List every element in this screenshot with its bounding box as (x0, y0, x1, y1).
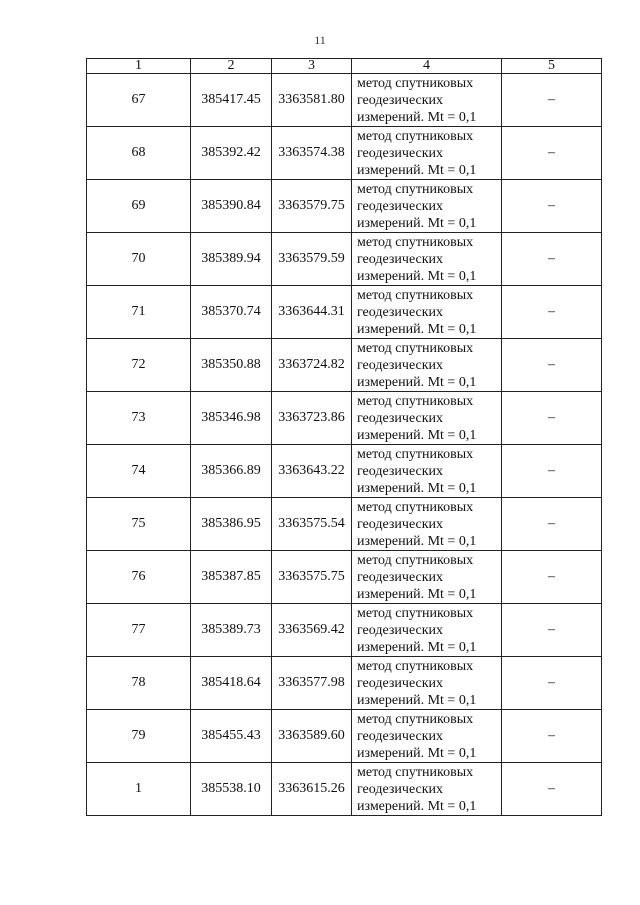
method-cell (352, 339, 502, 392)
method-line: геодезических (357, 92, 444, 108)
method-line: измерений. Mt = 0,1 (357, 321, 477, 337)
x-coordinate-cell: 385366.89 (191, 445, 272, 498)
point-number-cell: 1 (87, 763, 191, 816)
column-header-3: 3 (272, 59, 352, 74)
table-row (87, 498, 602, 551)
method-cell (352, 392, 502, 445)
method-line: метод спутниковых (357, 764, 474, 780)
method-line: измерений. Mt = 0,1 (357, 109, 477, 125)
note-cell: – (502, 604, 602, 657)
table-row (87, 604, 602, 657)
method-line: геодезических (357, 251, 444, 267)
point-number-cell: 75 (87, 498, 191, 551)
method-cell (352, 657, 502, 710)
method-cell (352, 763, 502, 816)
x-coordinate-cell: 385390.84 (191, 180, 272, 233)
x-coordinate-cell: 385538.10 (191, 763, 272, 816)
method-line: измерений. Mt = 0,1 (357, 745, 477, 761)
point-number-cell: 72 (87, 339, 191, 392)
table-row (87, 763, 602, 816)
note-cell: – (502, 551, 602, 604)
x-coordinate-cell: 385387.85 (191, 551, 272, 604)
method-cell (352, 74, 502, 127)
method-line: геодезических (357, 410, 444, 426)
method-line: геодезических (357, 728, 444, 744)
table-row (87, 657, 602, 710)
point-number-cell: 73 (87, 392, 191, 445)
table-row (87, 445, 602, 498)
note-cell: – (502, 233, 602, 286)
y-coordinate-cell: 3363643.22 (272, 445, 352, 498)
method-line: измерений. Mt = 0,1 (357, 427, 477, 443)
y-coordinate-cell: 3363575.54 (272, 498, 352, 551)
method-line: метод спутниковых (357, 128, 474, 144)
y-coordinate-cell: 3363724.82 (272, 339, 352, 392)
point-number-cell: 77 (87, 604, 191, 657)
y-coordinate-cell: 3363579.75 (272, 180, 352, 233)
method-line: измерений. Mt = 0,1 (357, 374, 477, 390)
table-row (87, 551, 602, 604)
y-coordinate-cell: 3363644.31 (272, 286, 352, 339)
note-cell: – (502, 763, 602, 816)
method-line: измерений. Mt = 0,1 (357, 480, 477, 496)
method-line: геодезических (357, 516, 444, 532)
x-coordinate-cell: 385350.88 (191, 339, 272, 392)
method-line: метод спутниковых (357, 340, 474, 356)
method-line: геодезических (357, 145, 444, 161)
method-cell (352, 233, 502, 286)
point-number-cell: 76 (87, 551, 191, 604)
method-line: измерений. Mt = 0,1 (357, 162, 477, 178)
method-line: геодезических (357, 781, 444, 797)
column-header-4: 4 (352, 59, 502, 74)
x-coordinate-cell: 385389.94 (191, 233, 272, 286)
method-cell (352, 710, 502, 763)
note-cell: – (502, 127, 602, 180)
note-cell: – (502, 339, 602, 392)
note-cell: – (502, 657, 602, 710)
method-cell (352, 286, 502, 339)
method-line: геодезических (357, 463, 444, 479)
table-row (87, 233, 602, 286)
page-number: 11 (314, 33, 326, 47)
table-row (87, 339, 602, 392)
method-line: метод спутниковых (357, 287, 474, 303)
y-coordinate-cell: 3363574.38 (272, 127, 352, 180)
x-coordinate-cell: 385455.43 (191, 710, 272, 763)
point-number-cell: 69 (87, 180, 191, 233)
table-row (87, 127, 602, 180)
y-coordinate-cell: 3363575.75 (272, 551, 352, 604)
method-line: метод спутниковых (357, 658, 474, 674)
x-coordinate-cell: 385386.95 (191, 498, 272, 551)
method-line: измерений. Mt = 0,1 (357, 268, 477, 284)
method-cell (352, 498, 502, 551)
table-row (87, 392, 602, 445)
point-number-cell: 74 (87, 445, 191, 498)
note-cell: – (502, 286, 602, 339)
note-cell: – (502, 392, 602, 445)
method-line: измерений. Mt = 0,1 (357, 692, 477, 708)
method-line: измерений. Mt = 0,1 (357, 639, 477, 655)
y-coordinate-cell: 3363615.26 (272, 763, 352, 816)
method-cell (352, 127, 502, 180)
y-coordinate-cell: 3363581.80 (272, 74, 352, 127)
method-line: геодезических (357, 675, 444, 691)
table-row (87, 286, 602, 339)
method-line: метод спутниковых (357, 446, 474, 462)
note-cell: – (502, 180, 602, 233)
point-number-cell: 70 (87, 233, 191, 286)
column-header-2: 2 (191, 59, 272, 74)
point-number-cell: 68 (87, 127, 191, 180)
method-line: геодезических (357, 198, 444, 214)
method-cell (352, 551, 502, 604)
method-line: метод спутниковых (357, 181, 474, 197)
method-cell (352, 445, 502, 498)
coordinates-table (86, 58, 602, 816)
x-coordinate-cell: 385392.42 (191, 127, 272, 180)
method-line: метод спутниковых (357, 711, 474, 727)
y-coordinate-cell: 3363577.98 (272, 657, 352, 710)
column-header-5: 5 (502, 59, 602, 74)
method-line: метод спутниковых (357, 605, 474, 621)
table-row (87, 710, 602, 763)
method-line: геодезических (357, 357, 444, 373)
method-line: измерений. Mt = 0,1 (357, 533, 477, 549)
x-coordinate-cell: 385370.74 (191, 286, 272, 339)
method-line: измерений. Mt = 0,1 (357, 586, 477, 602)
method-line: геодезических (357, 622, 444, 638)
method-line: метод спутниковых (357, 499, 474, 515)
point-number-cell: 79 (87, 710, 191, 763)
y-coordinate-cell: 3363723.86 (272, 392, 352, 445)
y-coordinate-cell: 3363569.42 (272, 604, 352, 657)
y-coordinate-cell: 3363579.59 (272, 233, 352, 286)
x-coordinate-cell: 385346.98 (191, 392, 272, 445)
table-row (87, 74, 602, 127)
point-number-cell: 78 (87, 657, 191, 710)
x-coordinate-cell: 385417.45 (191, 74, 272, 127)
note-cell: – (502, 498, 602, 551)
method-cell (352, 604, 502, 657)
x-coordinate-cell: 385389.73 (191, 604, 272, 657)
method-line: метод спутниковых (357, 393, 474, 409)
column-header-1: 1 (87, 59, 191, 74)
y-coordinate-cell: 3363589.60 (272, 710, 352, 763)
method-line: измерений. Mt = 0,1 (357, 215, 477, 231)
method-line: измерений. Mt = 0,1 (357, 798, 477, 814)
table-header-row (87, 59, 602, 74)
method-line: метод спутниковых (357, 552, 474, 568)
x-coordinate-cell: 385418.64 (191, 657, 272, 710)
method-line: метод спутниковых (357, 234, 474, 250)
note-cell: – (502, 74, 602, 127)
point-number-cell: 71 (87, 286, 191, 339)
method-line: геодезических (357, 569, 444, 585)
point-number-cell: 67 (87, 74, 191, 127)
method-line: геодезических (357, 304, 444, 320)
note-cell: – (502, 445, 602, 498)
table-row (87, 180, 602, 233)
method-cell (352, 180, 502, 233)
method-line: метод спутниковых (357, 75, 474, 91)
note-cell: – (502, 710, 602, 763)
